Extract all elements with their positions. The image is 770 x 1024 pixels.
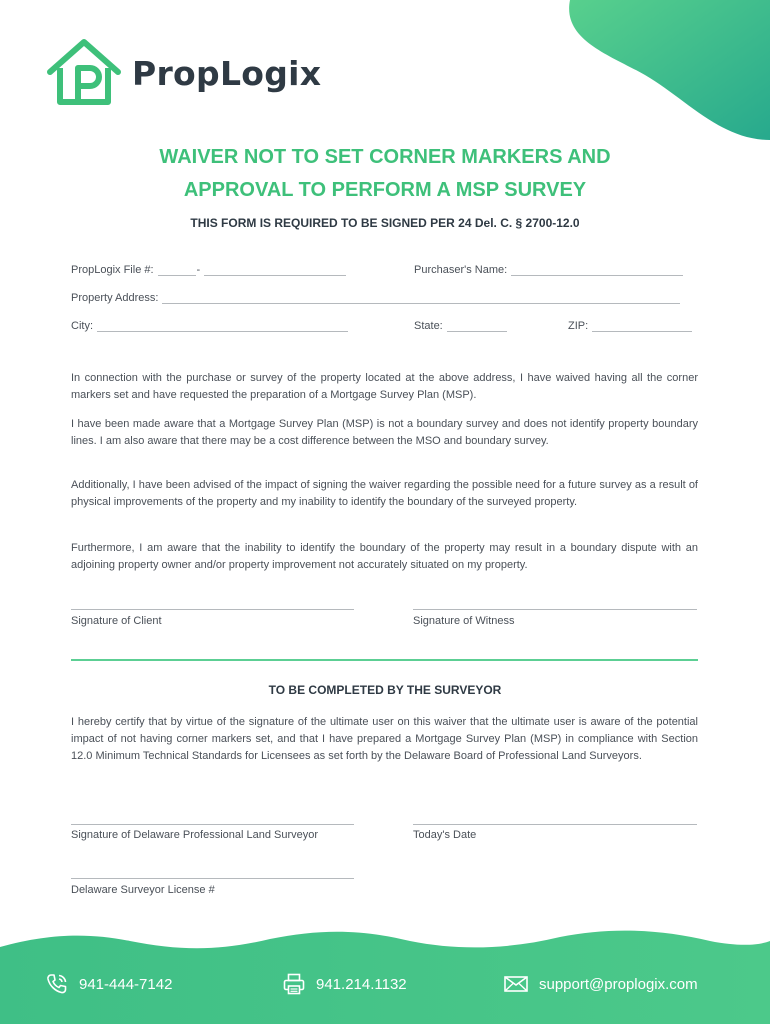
section-divider — [71, 659, 698, 661]
zip-input[interactable] — [592, 319, 692, 332]
brand-name: PropLogix — [132, 53, 322, 93]
city-field — [71, 319, 348, 332]
footer-phone-text: 941-444-7142 — [79, 975, 173, 993]
purchaser-name-label: Purchaser's Name: — [414, 264, 508, 276]
todays-date-line[interactable] — [413, 824, 697, 825]
form-subtitle: THIS FORM IS REQUIRED TO BE SIGNED PER 24 Del. C. § 2700-12.0 — [190, 216, 580, 230]
state-label: State: — [414, 320, 443, 332]
todays-date-label: Today's Date — [413, 829, 477, 841]
footer-email-text: support@proplogix.com — [539, 975, 698, 993]
form-title-line-2: APPROVAL TO PERFORM A MSP SURVEY — [183, 179, 587, 201]
city-input[interactable] — [97, 319, 348, 332]
surveyor-section-title: TO BE COMPLETED BY THE SURVEYOR — [268, 683, 502, 697]
house-logo-icon — [44, 38, 124, 108]
property-address-field — [71, 291, 680, 304]
surveyor-license-line[interactable] — [71, 878, 354, 879]
zip-field — [568, 319, 692, 332]
footer-phone[interactable] — [45, 972, 172, 996]
witness-signature-line[interactable] — [413, 609, 697, 610]
state-field — [414, 319, 507, 332]
phone-icon — [45, 972, 69, 996]
waiver-paragraph-1: In connection with the purchase or survey of the property located at the above address, I have waived having all the corner markers set and have requested the preparation of a Mortgage Survey Plan (MSP). — [71, 372, 698, 401]
surveyor-certification-text: I hereby certify that by virtue of the signature of the ultimate user on this waiver that the ultimate user is aware of the potential impact of not having corner markers set, and that I have prepared a Mortgage Survey Plan (MSP) in compliance with Section 12.0 Minimum Technical Standards for Licensees as set forth by the Delaware Board of Professional Land Surveyors. — [71, 716, 698, 762]
zip-label: ZIP: — [568, 320, 589, 332]
file-number-field — [71, 263, 346, 276]
witness-signature-label: Signature of Witness — [413, 615, 515, 627]
footer-email[interactable] — [503, 972, 698, 996]
property-address-label: Property Address: — [71, 292, 159, 304]
purchaser-name-input[interactable] — [511, 263, 683, 276]
client-signature-label: Signature of Client — [71, 615, 162, 627]
waiver-paragraph-3: Additionally, I have been advised of the impact of signing the waiver regarding the possible need for a future survey as a result of physical improvements of the property and my inability to identify the boundary of the surveyed property. — [71, 479, 698, 508]
footer-fax[interactable] — [282, 972, 407, 996]
property-address-input[interactable] — [162, 291, 680, 304]
fax-icon — [282, 972, 306, 996]
form-title-line-1: WAIVER NOT TO SET CORNER MARKERS AND — [159, 146, 611, 168]
surveyor-signature-line[interactable] — [71, 824, 354, 825]
file-number-input-1[interactable] — [158, 263, 196, 276]
file-number-label: PropLogix File #: — [71, 264, 154, 276]
corner-wave-decoration — [470, 0, 770, 150]
surveyor-signature-label: Signature of Delaware Professional Land Surveyor — [71, 829, 319, 841]
state-input[interactable] — [447, 319, 507, 332]
waiver-paragraph-4: Furthermore, I am aware that the inability to identify the boundary of the property may result in a boundary dispute with an adjoining property owner and/or property improvement not accurately situated on my property. — [71, 542, 698, 571]
brand-logo — [44, 38, 321, 108]
city-label: City: — [71, 320, 93, 332]
purchaser-name-field — [414, 263, 683, 276]
surveyor-license-label: Delaware Surveyor License # — [71, 884, 215, 896]
client-signature-line[interactable] — [71, 609, 354, 610]
waiver-paragraph-2: I have been made aware that a Mortgage Survey Plan (MSP) is not a boundary survey and does not identify property boundary lines. I am also aware that there may be a cost difference between the MSO and boundary survey. — [71, 418, 698, 447]
footer-fax-text: 941.214.1132 — [316, 975, 407, 993]
envelope-icon — [503, 972, 529, 996]
file-number-separator: - — [196, 264, 201, 276]
file-number-input-2[interactable] — [204, 263, 346, 276]
